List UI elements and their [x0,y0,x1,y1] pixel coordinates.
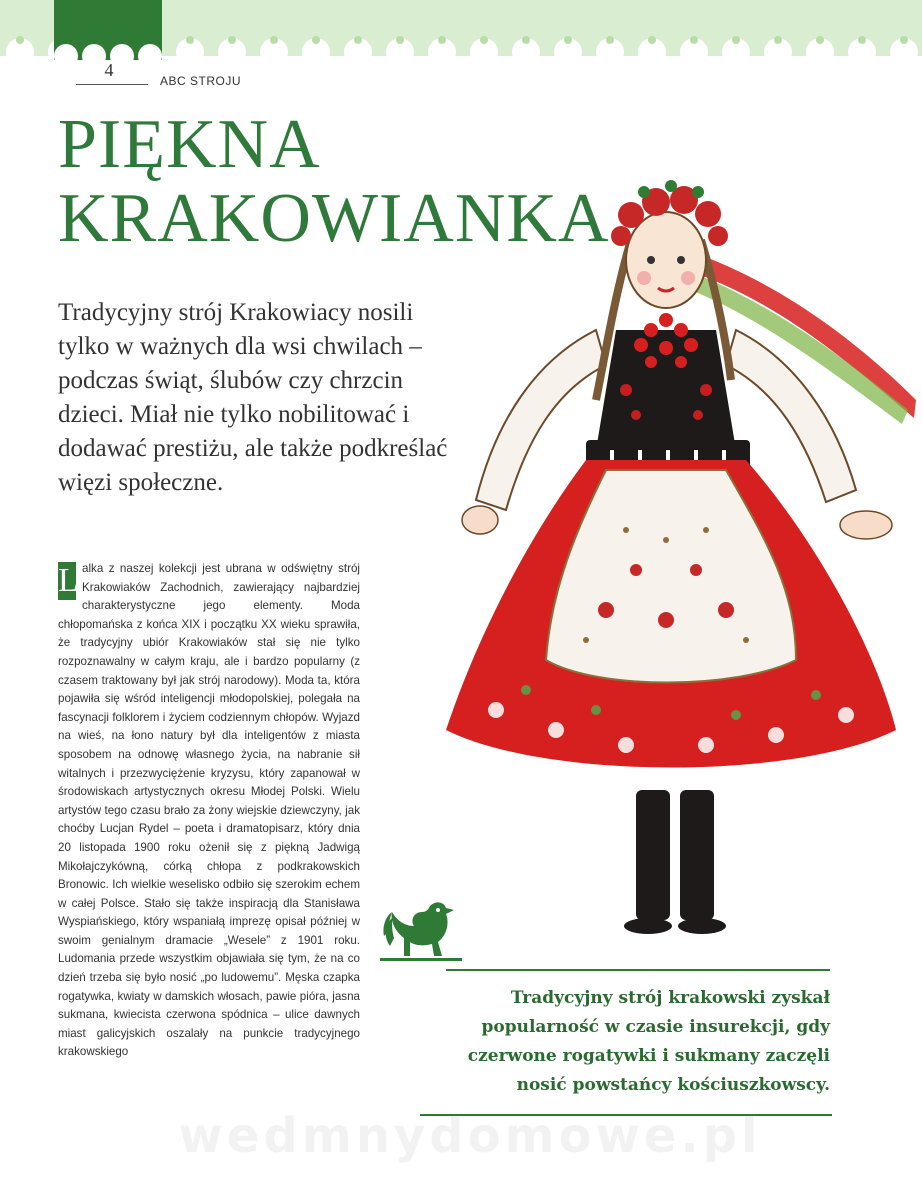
rooster-icon [380,896,462,976]
intro-paragraph: Tradycyjny strój Krakowiacy nosili tylko w ważnych dla wsi chwilach – podczas świąt, ślubów czy chrzcin dzieci. Miał nie tylko nobilitować i dodawać prestiżu, ale także podkreślać więzi społeczne. [58,299,448,496]
title-line-2: KRAKOWIANKA [58,180,610,257]
krakowianka-illustration [436,170,916,950]
section-label: ABC STROJU [160,74,242,88]
watermark: wedmnydomowe.pl [178,1108,762,1164]
quote-rule-top [446,969,830,971]
article-text: alka z naszej kolekcji jest ubrana w odświętny strój Krakowiaków Zachodnich, zawierający najbardziej charakterystyczne jego elementy. Moda chłopomańska z końca XIX i początku XX wieku sprawiła, że tradycyjny ubiór Krakowiaków stał się nie tylko rozpoznawalny w całym kraju, ale i bardzo popularny (z czasem traktowany był jak strój narodowy). Moda ta, która pojawiła się wśród inteligencji młodopolskiej, polegała na fascynacji folklorem i życiem codziennym chłopów. Wyjazd na wieś, na łono natury był dla inteligentów z miasta sposobem na odnowę własnego życia, na nabranie sił witalnych i przezwyciężenie kryzysu, który zapanował w środowiskach artystycznych okresu Młodej Polski. Wielu artystów tego czasu brało za żony wiejskie dziewczyny, jak choćby Lucjan Rydel – poeta i dramatopisarz, który dnia 20 listopada 1900 roku ożenił się z piękną Jadwigą Mikołajczykówną, córką chłopa z podkrakowskich Bronowic. Ich wielkie weselisko odbiło się szerokim echem w całej Polsce. Stało się także inspiracją dla Stanisława Wyspiańskiego, który wspaniałą imprezę opisał później w swoim genialnym dramacie „Wesele” z 1901 roku. Ludomania przede wszystkim objawiała się tym, że na co dzień trzeba się było nosić „po ludowemu”. Męska czapka rogatywka, kwiaty w damskich włosach, pawie pióra, jasna sukmana, kwiecista czerwona spódnica – ulice dawnych miast galicyjskich oszalały na punkcie tradycyjnego krakowskiego [58,562,360,1059]
drop-cap: L [58,562,79,599]
page-number: 4 [104,60,114,80]
header-rule [76,84,148,85]
title-line-1: PIĘKNA [58,106,321,183]
pull-quote: Tradycyjny strój krakowski zyskał popularność w czasie insurekcji, gdy czerwone rogatywki i sukmany zaczęli nosić powstańcy kościuszkowscy. [467,988,830,1095]
article-body [58,560,360,1062]
